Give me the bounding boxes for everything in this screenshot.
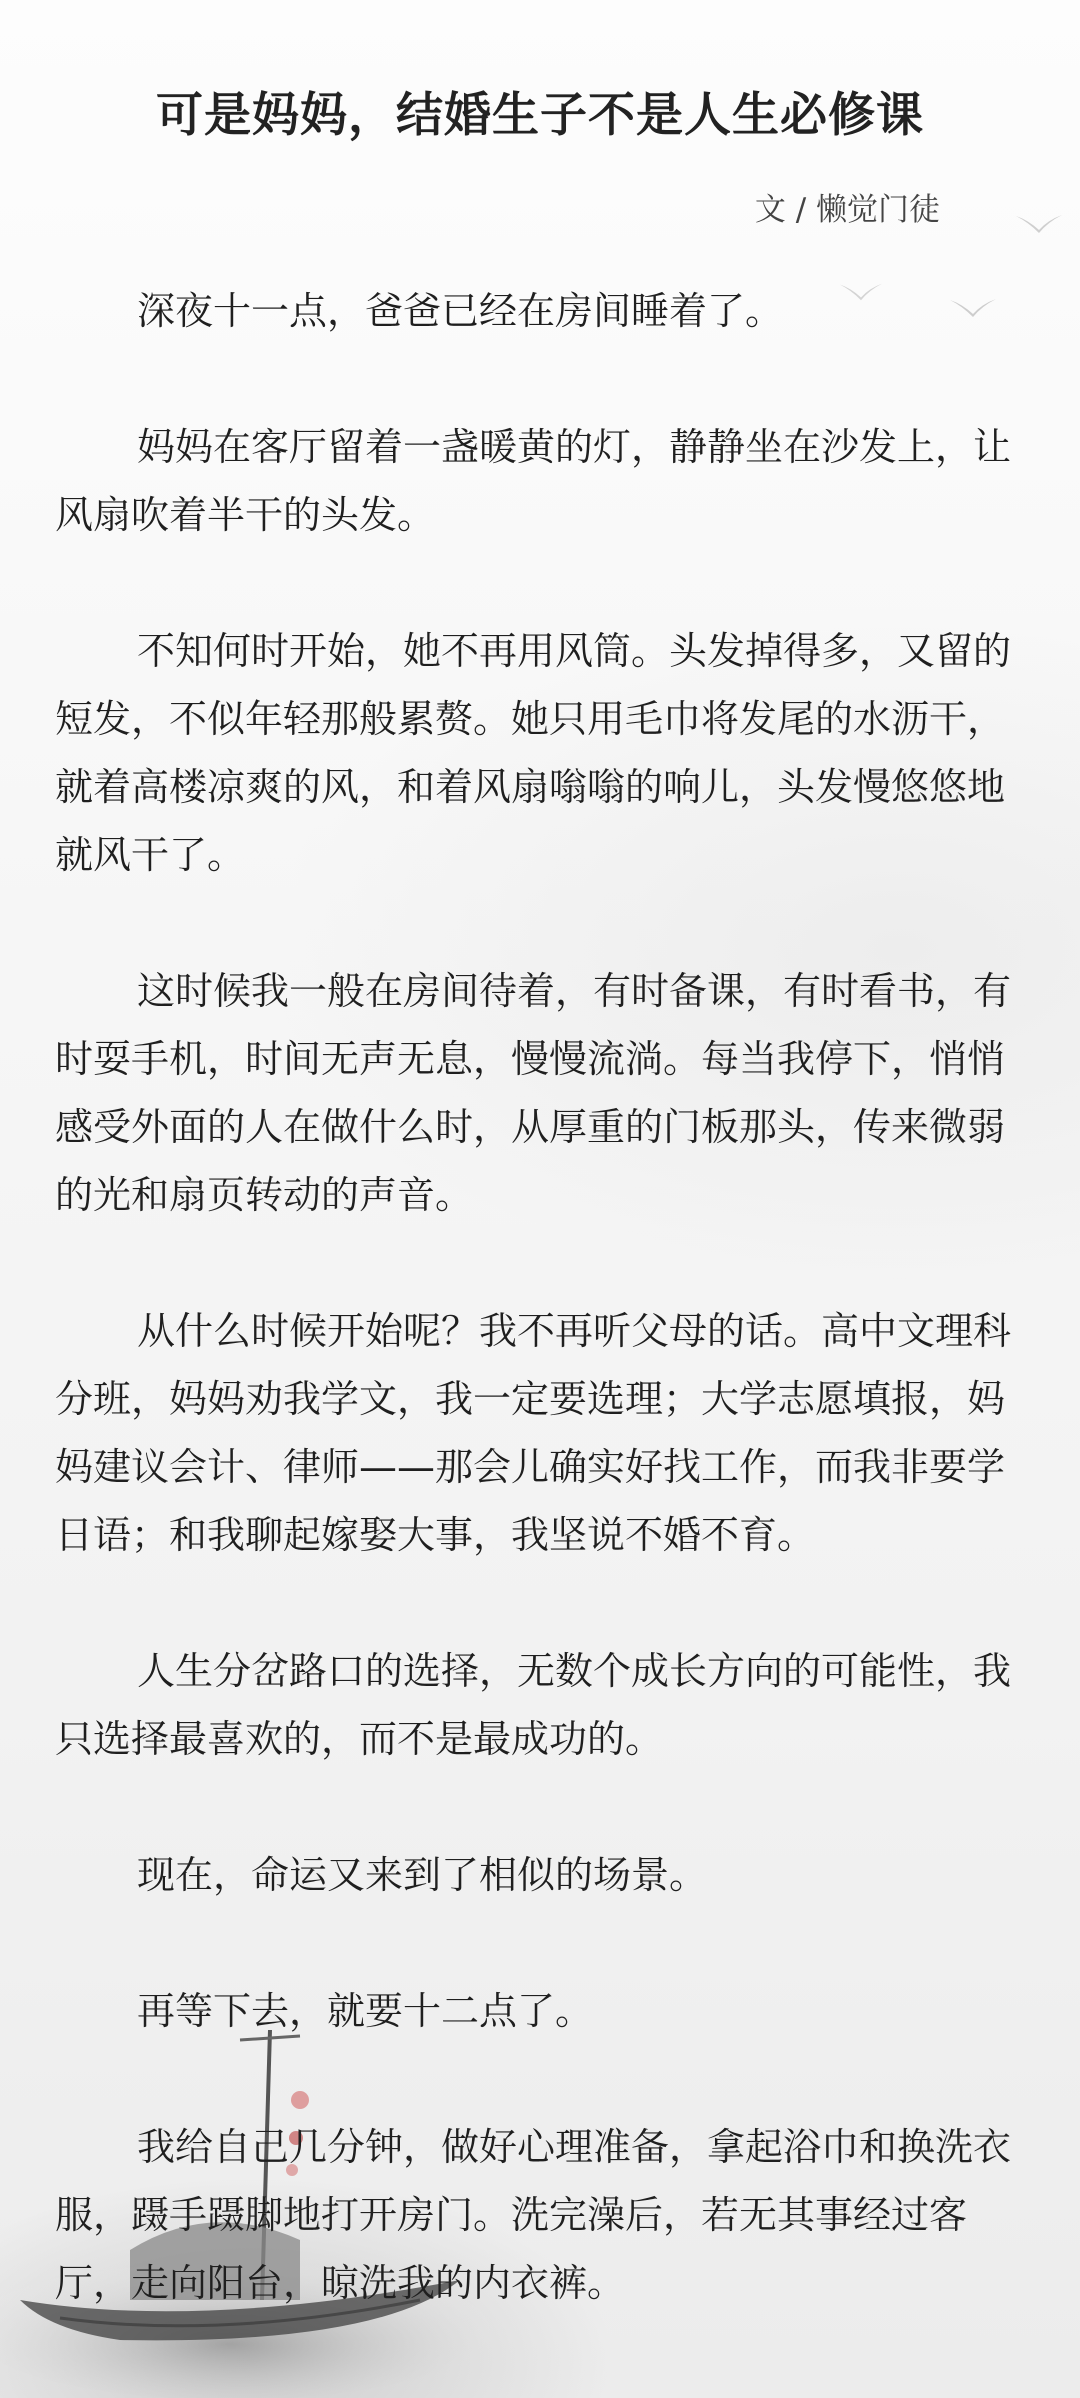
article-paragraph: 深夜十一点，爸爸已经在房间睡着了。 — [137, 289, 784, 333]
article-body — [55, 277, 1015, 2385]
article-title: 可是妈妈，结婚生子不是人生必修课 — [156, 88, 924, 143]
article-author: 文 / 懒觉门徒 — [754, 192, 940, 228]
article-paragraph: 不知何时开始，她不再用风筒。头发掉得多，又留的短发，不似年轻那般累赘。她只用毛巾将发尾的水沥干，就着高楼凉爽的风，和着风扇嗡嗡的响儿，头发慢悠悠地就风干了。 — [55, 629, 1012, 877]
article-paragraph: 现在，命运又来到了相似的场景。 — [137, 1853, 708, 1897]
article-paragraph: 妈妈在客厅留着一盏暖黄的灯，静静坐在沙发上，让风扇吹着半干的头发。 — [55, 425, 1012, 537]
article-paragraph: 我给自己几分钟，做好心理准备，拿起浴巾和换洗衣服，蹑手蹑脚地打开房门。洗完澡后，若无其事经过客厅，走向阳台，晾洗我的内衣裤。 — [55, 2125, 1012, 2305]
article-paragraph: 人生分岔路口的选择，无数个成长方向的可能性，我只选择最喜欢的，而不是最成功的。 — [55, 1649, 1012, 1761]
article-paragraph: 再等下去，就要十二点了。 — [137, 1989, 594, 2033]
bird-icon — [1012, 212, 1066, 234]
article-paragraph: 从什么时候开始呢？我不再听父母的话。高中文理科分班，妈妈劝我学文，我一定要选理；大学志愿填报，妈妈建议会计、律师——那会儿确实好找工作，而我非要学日语；和我聊起嫁娶大事，我坚说不婚不育。 — [55, 1309, 1012, 1557]
article-paragraph: 这时候我一般在房间待着，有时备课，有时看书，有时耍手机，时间无声无息，慢慢流淌。每当我停下，悄悄感受外面的人在做什么时，从厚重的门板那头，传来微弱的光和扇页转动的声音。 — [55, 969, 1012, 1217]
